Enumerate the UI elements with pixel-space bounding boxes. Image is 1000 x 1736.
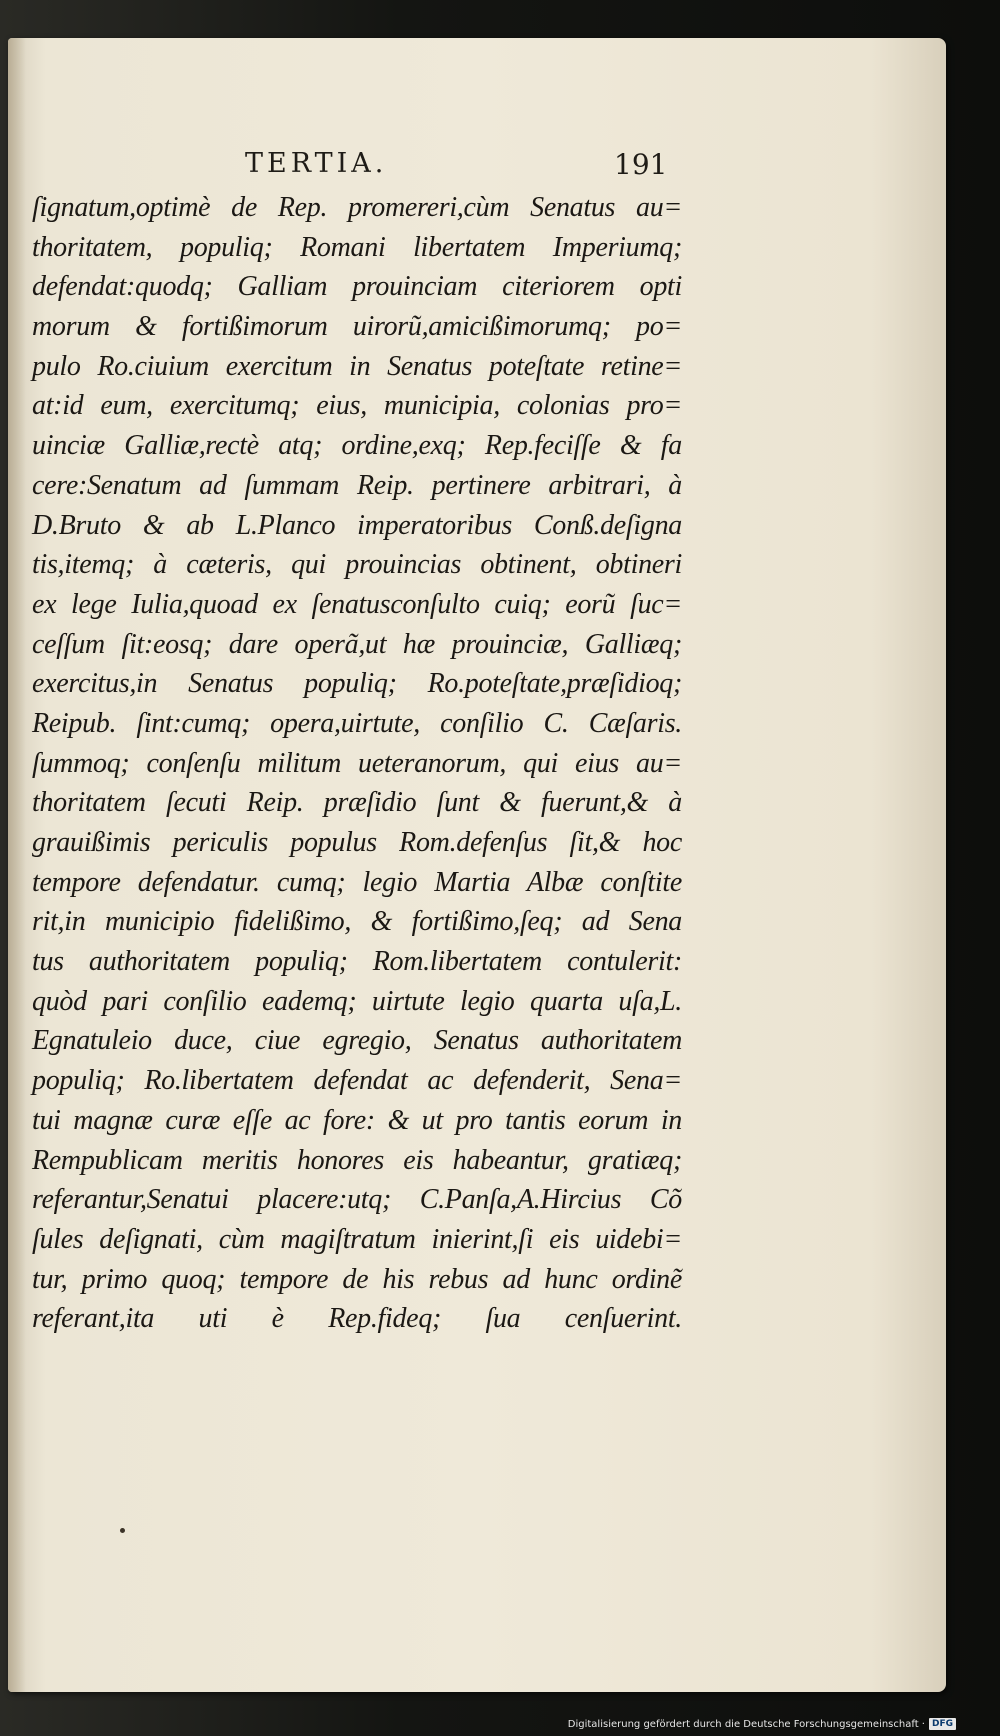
text-line: Reipub. ſint:cumq; opera,uirtute, conſilio C. Cæſaris. [32,707,682,739]
text-line: tui magnæ curæ eſſe ac fore: & ut pro tantis eorum in [32,1104,682,1136]
text-line: grauißimis periculis populus Rom.defenſus ſit,& hoc [32,827,682,858]
text-line: rit,in municipio fidelißimo, & fortißimo,ſeq; ad Sena [32,906,682,938]
text-line: ſignatum,optimè de Rep. promereri,cùm Senatus au= [32,192,682,223]
text-line: uinciæ Galliæ,rectè atq; ordine,exq; Rep.feciſſe & fa [32,430,682,462]
footer-credit-text: Digitalisierung gefördert durch die Deutsche Forschungsgemeinschaft · [567,1718,925,1730]
text-line: exercitus,in Senatus populiq; Ro.poteſtate,præſidioq; [32,668,682,700]
page-gutter-shadow [8,38,26,1692]
text-line: ex lege Iulia,quoad ex ſenatusconſulto cuiq; eorũ ſuc= [32,588,682,620]
text-line: D.Bruto & ab L.Planco imperatoribus Conß.deſigna [32,509,682,541]
text-line: ceſſum ſit:eosq; dare operã,ut hæ prouinciæ, Galliæq; [32,628,682,660]
dfg-logo: DFG [929,1718,956,1730]
text-line: at:id eum, exercitumq; eius, municipia, colonias pro= [32,390,682,422]
footer-credit [568,1718,956,1730]
running-head: TERTIA. [245,148,388,179]
text-line: tempore defendatur. cumq; legio Martia Albæ conſtite [32,866,682,898]
text-line: pulo Ro.ciuium exercitum in Senatus poteſtate retine= [32,350,682,382]
text-line: ſummoq; conſenſu militum ueteranorum, qui eius au= [32,747,682,779]
text-line: tus authoritatem populiq; Rom.libertatem contulerit: [32,946,682,978]
text-line: tur, primo quoq; tempore de his rebus ad hunc ordinẽ [32,1263,682,1295]
text-line: ſules deſignati, cùm magiſtratum inierint,ſi eis uidebi= [32,1223,682,1255]
body-text [32,188,682,1339]
text-line: populiq; Ro.libertatem defendat ac defenderit, Sena= [32,1065,682,1097]
text-line: thoritatem ſecuti Reip. præſidio ſunt & fuerunt,& à [32,787,682,819]
text-line: Egnatuleio duce, ciue egregio, Senatus authoritatem [32,1025,682,1057]
page-number: 191 [614,148,668,181]
text-line: thoritatem, populiq; Romani libertatem Imperiumq; [32,231,682,263]
text-line: quòd pari conſilio eademq; uirtute legio quarta uſa,L. [32,985,682,1017]
ink-spot [120,1528,125,1533]
text-line: defendat:quodq; Galliam prouinciam citeriorem opti [32,271,682,303]
text-line: referant,ita uti è Rep.fideq; ſua cenſuerint. [32,1303,682,1335]
text-line: morum & fortißimorum uirorũ,amicißimorumq; po= [32,311,682,343]
text-line: referantur,Senatui placere:utq; C.Panſa,A.Hircius Cõ [32,1184,682,1216]
text-line: Rempublicam meritis honores eis habeantur, gratiæq; [32,1144,682,1176]
text-line: cere:Senatum ad ſummam Reip. pertinere arbitrari, à [32,469,682,501]
text-line: tis,itemq; à cæteris, qui prouincias obtinent, obtineri [32,549,682,581]
